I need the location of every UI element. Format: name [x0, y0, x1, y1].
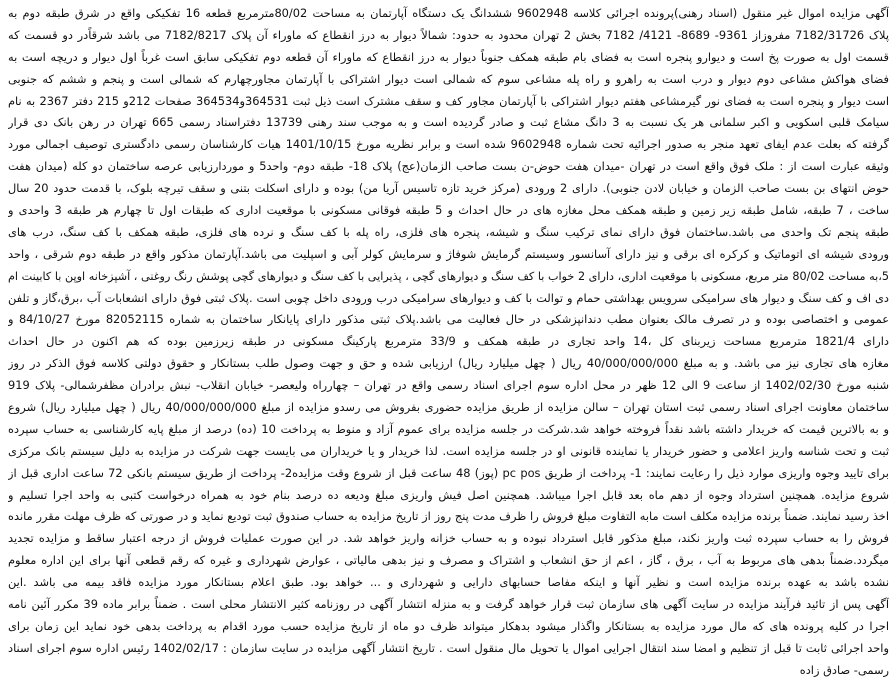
- notice-line-2: پلاک 7182/31726 مفروزاز 9361- 8689- 4121/ 7182 بخش 2 تهران محدود به حدود: شمالاً دیوار به درز انقطاع که ماوراء آن پلاک 7182/8217 می باشد شرقاًدر دو قسمت که: [8, 27, 889, 42]
- notice-line-23: شروع مزایده. همچنین استرداد وجوه از دهم ماه بعد قابل اجرا میباشد. همچنین اصل فیش واریزی مبلغ ودیعه ده درصد بنام خود به همراه درخواست کتبی به واحد اجرا تسلیم و: [8, 487, 889, 502]
- notice-line-20: و به بالاترین قیمت که خریدار داشته باشد نقداً فروخته خواهد شد.شرکت در جلسه مزایده برای عموم آزاد و منوط به پرداخت 10 (ده) درصد از مبلغ پایه کارشناسی به حساب سپرده: [8, 421, 889, 436]
- notice-line-18: شنبه مورخ 1402/02/30 از ساعت 9 الی 12 ظهر در محل اداره سوم اجرای اسناد رسمی واقع در تهران – چهارراه ولیعصر- خیابان انقلاب- نبش برادران مظفرشمالی- پلاک 919: [8, 378, 889, 393]
- notice-line-1: آگهی مزایده اموال غیر منقول (اسناد رهنی)پرونده اجرائی کلاسه 9602948 ششدانگ یک دستگاه آپارتمان به مساحت 80/02مترمربع قطعه 16 تفکیکی واقع در شرق طبقه دوم به: [8, 6, 889, 20]
- notice-line-8: وثیقه عبارت است از : ملک فوق واقع است در تهران -میدان هفت حوض-ن بست صاحب الزمان(عج) پلاک 18- طبقه دوم- واحد5 و موردارزیابی عرصه ساختمان دو کله (میدان هفت: [8, 159, 889, 174]
- notice-line-27: نشده باشد به عهده برنده مزایده است و نظیر آنها و اینکه مفاصا حسابهای دارایی و شهرداری و ... خواهد بود. طبق اعلام بستانکار مورد مزایده فاقد بیمه می باشد .این: [8, 575, 889, 590]
- notice-line-25: فروش را به حساب سپرده ثبت واریز نکند، مبلغ مذکور قابل استرداد نبوده و به حساب خزانه واریز خواهد شد. در این صورت عملیات فروش از درجه اعتبار ساقط و مزایده تجدید: [8, 531, 889, 546]
- notice-line-29: اجرا در کلیه پرونده های که مال مورد مزایده به بستانکار واگذار میشود بدهکار میتواند ظرف دو ماه از تاریخ مزایده حسب مورد اقدام به پرداخت بدهی خود نماید این زمان برای: [8, 618, 889, 633]
- notice-line-13: 5،به مساحت 80/02 متر مربع، مسکونی با موقعیت اداری، دارای 2 خواب با کف سنگ و دیوارهای گچی ، پذیرایی با کف سنگ و دیوارهای گچی پوشش رنگ روغنی ، آشپزخانه اوپن با کابینت ام: [8, 269, 889, 283]
- notice-signature-line: رسمی- صادق زاده: [799, 662, 889, 677]
- notice-line-5: است دیوار و پنجره است به فضای نور گیرمشاعی هفتم دیوار اشتراکی با آپارتمان مجاور کف و سقف مشترک است ذیل ثبت 364531و364534 صفحات 212و 215 دفتر 2367 به نام: [8, 93, 889, 108]
- notice-line-3: قسمت اول به صورت پخ است و دیوارو پنجره است به فضای بام طبقه همکف جنوباً دیوار به درز انقطاع که ماوراء آن قطعه دوم تفکیکی سابق است غرباً اول دیوار و دریچه است به: [8, 49, 889, 64]
- notice-line-6: سیامک قلبی اسکویی و اکبر سلمانی هر یک نسبت به 3 دانگ مشاع ثبت و صادر گردیده است و به موجب سند رهنی 13739 دفتراسناد رسمی 665 تهران در رهن بانک دی قرار: [8, 115, 889, 130]
- notice-line-17: مغازه های تجاری نیز می باشد. و به مبلغ 40/000/000/000 ریال ( چهل میلیارد ریال) ارزیابی شده و حق و جهت وصول طلب بستانکار و حقوق دولتی کلاسه فوق الذکر در روز: [8, 356, 889, 371]
- notice-line-19: ساختمان معاونت اجرای اسناد رسمی ثبت استان تهران – سالن مزایده از طریق مزایده حضوری بفروش می رسدو مزایده از مبلغ 40/000/000/000 ریال ( چهل میلیارد ریال) شروع: [8, 400, 889, 415]
- notice-line-15: عمومی و اختصاصی بوده و در تصرف مالک بعنوان مطب دندانپزشکی در حال فعالیت می باشد.پلاک ثبتی مذکور دارای پایانکار ساختمان به شماره 82052115 مورخ 84/10/27 و: [8, 312, 889, 327]
- notice-line-14: دی اف و کف سنگ و دیوار های سرامیکی سرویس بهداشتی حمام و توالت با کف و دیوارهای سرامیکی درب ورودی داخل چوبی است .پلاک ثبتی فوق دارای انشعابات آب ،برق،گاز و تلفن: [8, 290, 889, 305]
- notice-line-11: طبقه پنجم تک واحدی می باشد.ساختمان فوق دارای نمای ترکیب سنگ و شیشه، پنجره های فلزی، راه پله با کف سنگ و نرده های فلزی، طبقه همکف با کف سنگ، درب های: [8, 224, 889, 239]
- notice-line-30: واحد اجرائی ثابت تا قبل از تنظیم و امضا سند انتقال اجرایی اموال یا تحویل مال منقول است . تاریخ انتشار آگهی مزایده در سایت سازمان : 1402/02/17 رئیس اداره سوم اجرای اسناد: [8, 640, 889, 655]
- notice-line-21: ثبت و تحت شناسه واریز اعلامی و حضور خریدار یا نماینده قانونی او در جلسه مزایده است. لذا خریدار و یا خریداران می بایست جهت شرکت در مزایده به دلیل سیستم بانک مرکزی: [8, 443, 889, 458]
- notice-line-7: گرفته که بعلت عدم ایفای تعهد منجر به صدور اجرائیه تحت شماره 9602948 شده است و برابر نظریه مورخ 1401/10/15 هیات کارشناسان رسمی دادگستری توصیف اجمالی مورد: [8, 137, 889, 152]
- notice-line-22: برای تایید وجوه واریزی موارد ذیل را رعایت نمایند: 1- پرداخت از طریق pc pos (پوز) 48 ساعت قبل از شروع وقت مزایده2- پرداخت از طریق سیستم بانکی 72 ساعت اداری قبل از: [8, 465, 889, 480]
- notice-line-26: میگردد.ضمناً بدهی های مربوط به آب ، برق ، گاز ، اعم از حق انشعاب و اشتراک و مصرف و نیز بدهی مالیاتی ، عوارض شهرداری و غیره که رقم قطعی آنها برای این اداره معلوم: [8, 553, 889, 568]
- notice-line-9: حوض انتهای بن بست صاحب الزمان و خیابان لادن جنوبی). دارای 2 ورودی (مرکز خرید تازه تاسیس آریا من) بوده و دارای اسکلت بتنی و سقف تیرچه بلوک، با قدمت حدود 20 سال: [8, 181, 889, 196]
- notice-line-16: دارای 1821/4 مترمربع مساحت زیربنای کل ،14 واحد تجاری در طبقه همکف و 33/9 مترمربع پارکینگ مسکونی در طبقه زیرزمین بوده که هم اکنون در حال احداث: [8, 334, 889, 349]
- notice-line-24: اخذ رسید نمایند. ضمناً برنده مزایده مکلف است مابه التفاوت مبلغ فروش را ظرف مدت پنج روز از تاریخ مزایده به حساب صندوق ثبت تودیع نماید و در صورتی که ظرف مهلت مقرر مانده: [8, 509, 889, 524]
- notice-line-4: فضای هواکش مشاعی دوم دیوار و درب است به راهرو و راه پله مشاعی سوم که شمالی است دیوار اشتراکی با آپارتمان مجاورچهارم که شمالی است و پنجم و ششم که جنوبی: [8, 71, 889, 86]
- notice-line-28: آگهی پس از تائید فرآیند مزایده در سایت آگهی های سازمان ثبت قرار خواهد گرفت و به منزله انتشار آگهی در روزنامه کثیر الانتشار محلی است . ضمناً برابر ماده 39 مکرر آئین نامه: [8, 597, 889, 612]
- notice-line-12: ورودی شیشه ای اتوماتیک و کرکره ای برقی و نیز دارای آسانسور وسیستم گرمایش شوفاژ و سرمایش کولر آبی و اسپلیت می باشد.آپارتمان مذکور واقع در طبقه دوم شرقی ، واحد: [8, 246, 889, 261]
- notice-line-10: ساخت ، 7 طبقه، شامل طبقه زیر زمین و طبقه همکف محل مغازه های در حال احداث و 5 طبقه فوقانی مسکونی با موقعیت اداری که طبقات اول تا چهارم هر طبقه 3 واحدی و: [8, 203, 889, 218]
